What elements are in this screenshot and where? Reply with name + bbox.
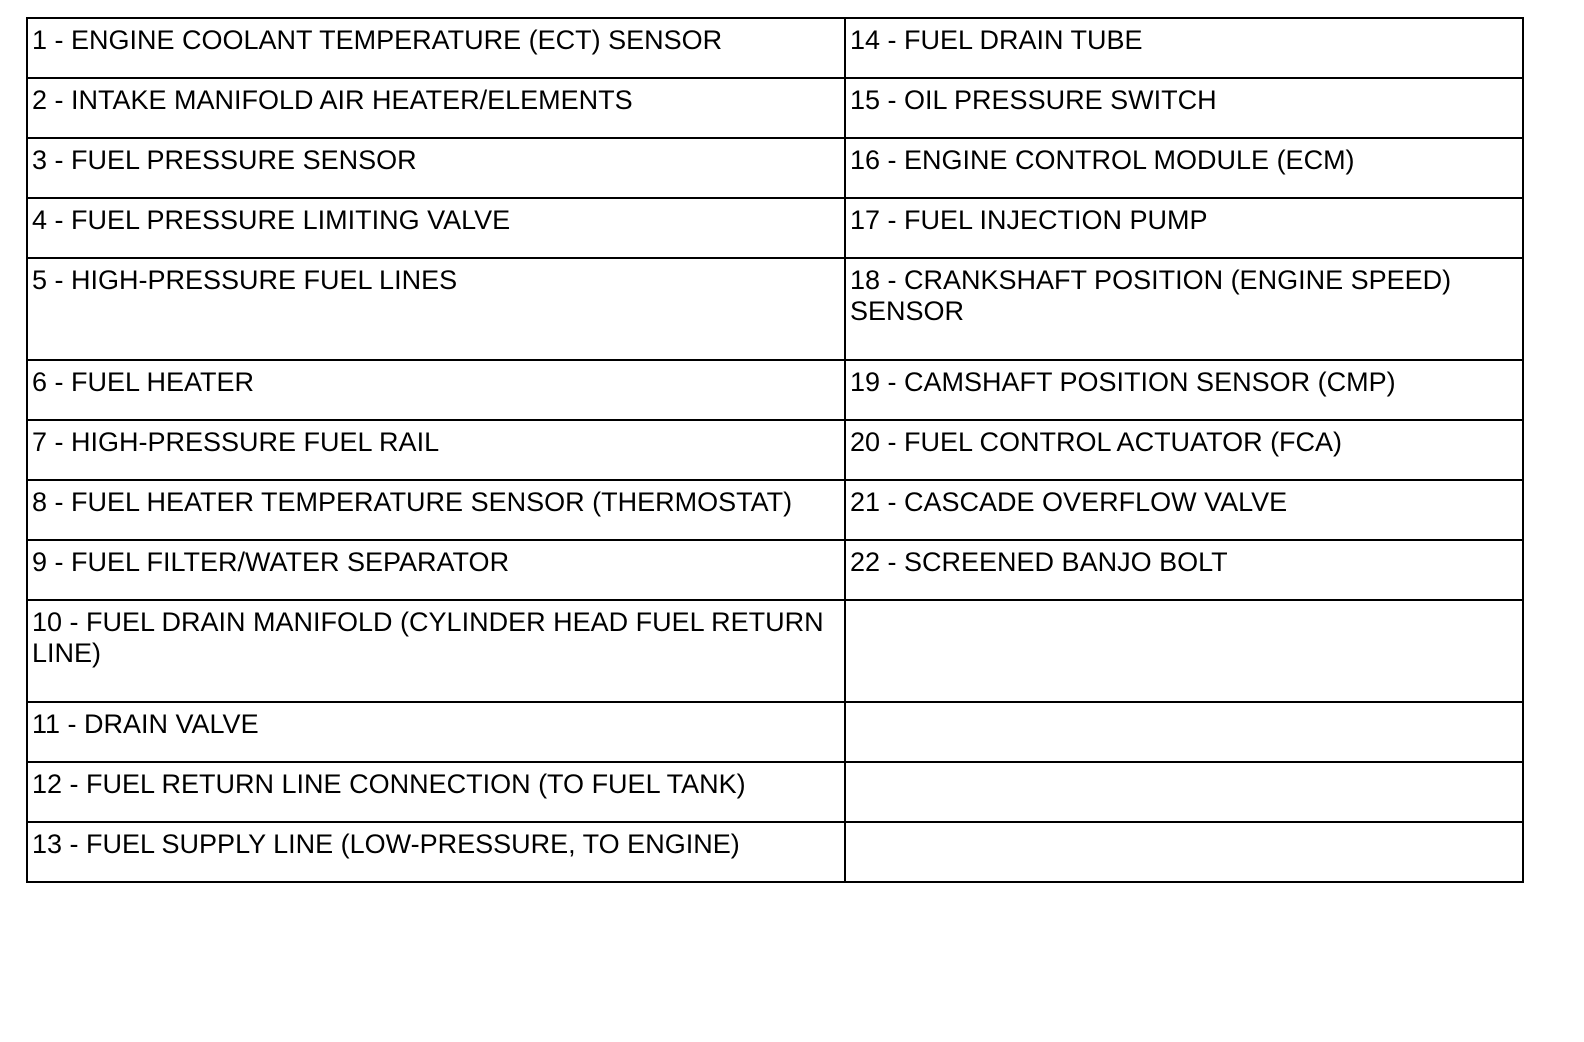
legend-cell-right: 21 - CASCADE OVERFLOW VALVE [845,480,1523,540]
legend-cell-left: 10 - FUEL DRAIN MANIFOLD (CYLINDER HEAD FUEL RETURN LINE) [27,600,845,702]
legend-cell-left: 5 - HIGH-PRESSURE FUEL LINES [27,258,845,360]
table-row [27,702,1523,762]
legend-cell-right: 18 - CRANKSHAFT POSITION (ENGINE SPEED) SENSOR [845,258,1523,360]
legend-cell-right [845,600,1523,702]
table-row [27,360,1523,420]
legend-cell-left: 3 - FUEL PRESSURE SENSOR [27,138,845,198]
legend-cell-left: 1 - ENGINE COOLANT TEMPERATURE (ECT) SENSOR [27,18,845,78]
table-row [27,18,1523,78]
legend-cell-right: 14 - FUEL DRAIN TUBE [845,18,1523,78]
table-row [27,762,1523,822]
legend-cell-right: 16 - ENGINE CONTROL MODULE (ECM) [845,138,1523,198]
legend-cell-left: 9 - FUEL FILTER/WATER SEPARATOR [27,540,845,600]
table-row [27,480,1523,540]
legend-cell-left: 11 - DRAIN VALVE [27,702,845,762]
legend-cell-right [845,702,1523,762]
legend-cell-right: 17 - FUEL INJECTION PUMP [845,198,1523,258]
legend-cell-right: 22 - SCREENED BANJO BOLT [845,540,1523,600]
table-row [27,540,1523,600]
legend-cell-left: 8 - FUEL HEATER TEMPERATURE SENSOR (THERMOSTAT) [27,480,845,540]
table-row [27,198,1523,258]
legend-cell-right: 15 - OIL PRESSURE SWITCH [845,78,1523,138]
legend-cell-left: 2 - INTAKE MANIFOLD AIR HEATER/ELEMENTS [27,78,845,138]
legend-cell-left: 4 - FUEL PRESSURE LIMITING VALVE [27,198,845,258]
legend-cell-right [845,822,1523,882]
legend-cell-left: 13 - FUEL SUPPLY LINE (LOW-PRESSURE, TO ENGINE) [27,822,845,882]
legend-cell-left: 12 - FUEL RETURN LINE CONNECTION (TO FUEL TANK) [27,762,845,822]
table-row [27,822,1523,882]
table-row [27,138,1523,198]
legend-cell-left: 7 - HIGH-PRESSURE FUEL RAIL [27,420,845,480]
component-legend-table [26,17,1524,883]
table-row [27,78,1523,138]
legend-cell-right [845,762,1523,822]
legend-cell-right: 19 - CAMSHAFT POSITION SENSOR (CMP) [845,360,1523,420]
table-row [27,420,1523,480]
table-row [27,258,1523,360]
legend-cell-right: 20 - FUEL CONTROL ACTUATOR (FCA) [845,420,1523,480]
table-row [27,600,1523,702]
legend-cell-left: 6 - FUEL HEATER [27,360,845,420]
